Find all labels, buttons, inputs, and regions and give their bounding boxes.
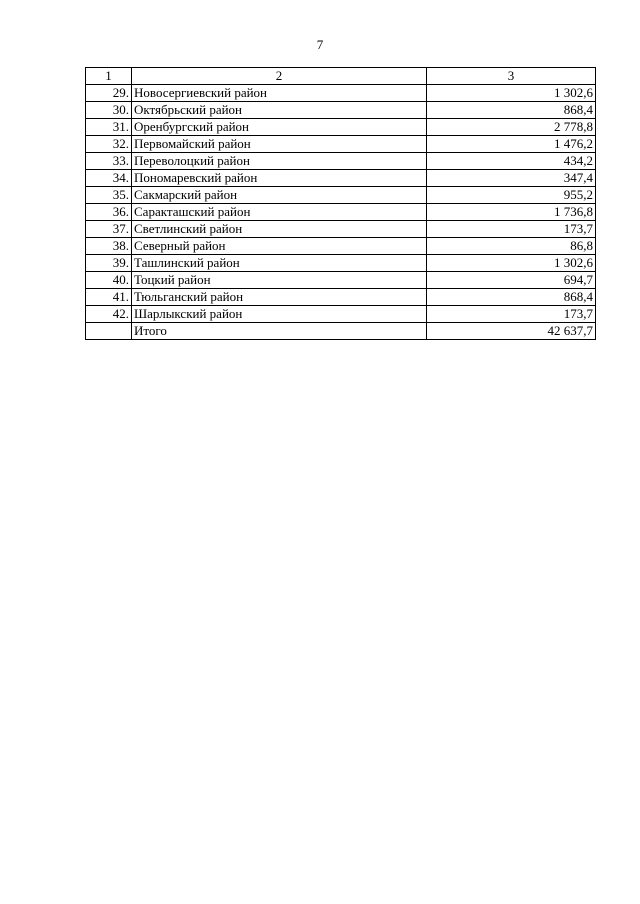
table-row <box>86 153 596 170</box>
column-header-name: 2 <box>132 68 427 85</box>
table-row <box>86 85 596 102</box>
district-name: Сакмарский район <box>132 187 427 204</box>
table-row <box>86 238 596 255</box>
table-row <box>86 272 596 289</box>
district-name: Октябрьский район <box>132 102 427 119</box>
row-number: 31. <box>86 119 132 136</box>
total-number <box>86 323 132 340</box>
district-name: Переволоцкий район <box>132 153 427 170</box>
column-header-value: 3 <box>427 68 596 85</box>
row-number: 34. <box>86 170 132 187</box>
amount-value: 434,2 <box>427 153 596 170</box>
row-number: 38. <box>86 238 132 255</box>
column-header-number: 1 <box>86 68 132 85</box>
table-body <box>86 68 596 340</box>
amount-value: 1 302,6 <box>427 255 596 272</box>
district-name: Тюльганский район <box>132 289 427 306</box>
row-number: 29. <box>86 85 132 102</box>
amount-value: 173,7 <box>427 306 596 323</box>
total-row <box>86 323 596 340</box>
table-row <box>86 119 596 136</box>
district-name: Шарлыкский район <box>132 306 427 323</box>
row-number: 39. <box>86 255 132 272</box>
district-name: Оренбургский район <box>132 119 427 136</box>
district-name: Первомайский район <box>132 136 427 153</box>
row-number: 36. <box>86 204 132 221</box>
table-row <box>86 204 596 221</box>
table-row <box>86 170 596 187</box>
amount-value: 1 476,2 <box>427 136 596 153</box>
table-row <box>86 255 596 272</box>
row-number: 30. <box>86 102 132 119</box>
amount-value: 86,8 <box>427 238 596 255</box>
row-number: 33. <box>86 153 132 170</box>
amount-value: 1 302,6 <box>427 85 596 102</box>
table-row <box>86 102 596 119</box>
table-header-row <box>86 68 596 85</box>
district-name: Новосергиевский район <box>132 85 427 102</box>
row-number: 35. <box>86 187 132 204</box>
amount-value: 868,4 <box>427 289 596 306</box>
table-row <box>86 221 596 238</box>
budget-table <box>85 67 596 340</box>
district-name: Тоцкий район <box>132 272 427 289</box>
district-name: Пономаревский район <box>132 170 427 187</box>
district-name: Светлинский район <box>132 221 427 238</box>
amount-value: 694,7 <box>427 272 596 289</box>
district-name: Северный район <box>132 238 427 255</box>
row-number: 40. <box>86 272 132 289</box>
table-row <box>86 289 596 306</box>
page-number: 7 <box>316 37 324 52</box>
total-label: Итого <box>132 323 427 340</box>
amount-value: 173,7 <box>427 221 596 238</box>
amount-value: 347,4 <box>427 170 596 187</box>
table-row <box>86 306 596 323</box>
amount-value: 955,2 <box>427 187 596 204</box>
district-name: Ташлинский район <box>132 255 427 272</box>
row-number: 42. <box>86 306 132 323</box>
amount-value: 1 736,8 <box>427 204 596 221</box>
table-row <box>86 136 596 153</box>
row-number: 32. <box>86 136 132 153</box>
row-number: 41. <box>86 289 132 306</box>
amount-value: 868,4 <box>427 102 596 119</box>
row-number: 37. <box>86 221 132 238</box>
district-name: Саракташский район <box>132 204 427 221</box>
table-row <box>86 187 596 204</box>
total-value: 42 637,7 <box>427 323 596 340</box>
amount-value: 2 778,8 <box>427 119 596 136</box>
